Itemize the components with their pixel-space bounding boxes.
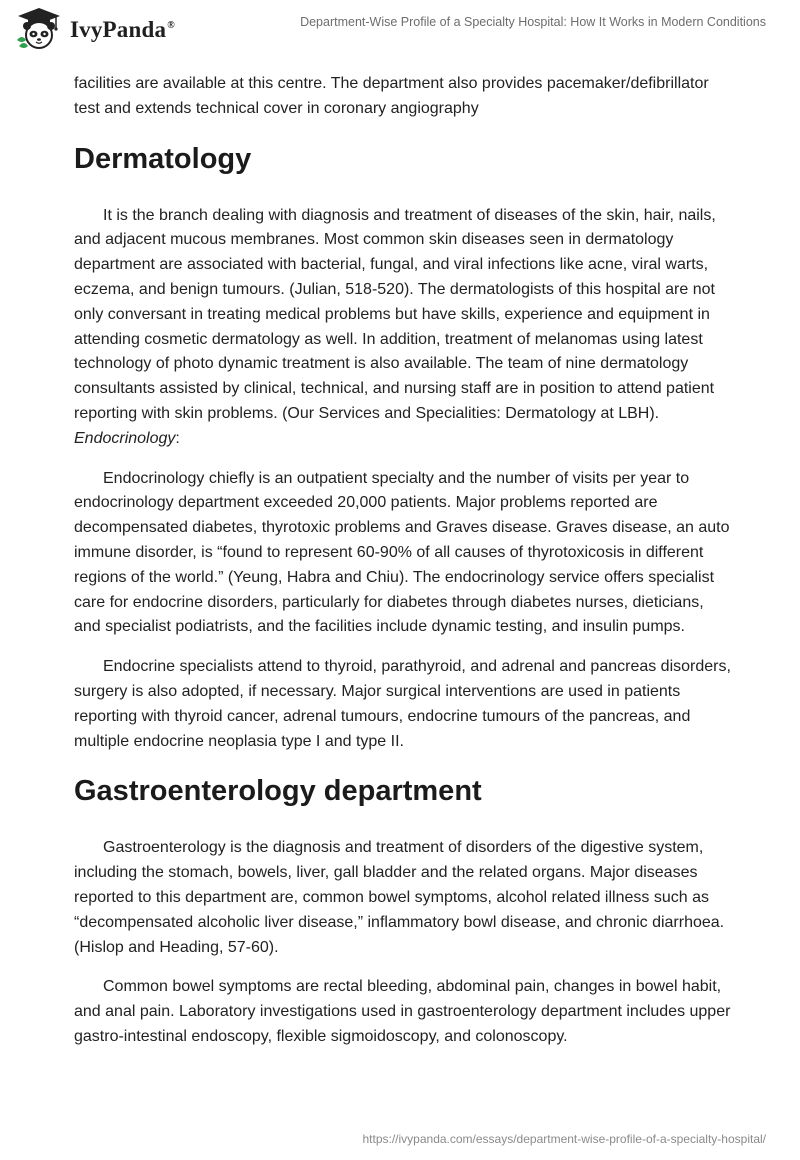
source-url[interactable]: https://ivypanda.com/essays/department-wise-profile-of-a-specialty-hospital/ (362, 1132, 766, 1146)
brand-name (70, 17, 175, 43)
endocrinology-inline-title: Endocrinology (74, 429, 176, 447)
brand-text: IvyPanda (70, 17, 167, 42)
document-title: Department-Wise Profile of a Specialty Hospital: How It Works in Modern Conditions (300, 15, 766, 29)
panda-graduate-icon (14, 6, 64, 55)
heading-dermatology: Dermatology (74, 142, 252, 175)
brand-logo[interactable] (14, 8, 175, 52)
heading-gastroenterology: Gastroenterology department (74, 775, 482, 808)
paragraph-gastro-1: Gastroenterology is the diagnosis and treatment of disorders of the digestive system, including the stomach, bowels, liver, gall bladder and the related organs. Major diseases reported to this department are, common bowel symptoms, alcohol related illness such as “decompensated alcoholic liver disease,” inflammatory bowl disease, and chronic diarrhoea. (Hislop and Heading, 57-60). (74, 839, 725, 956)
paragraph-dermatology-text: It is the branch dealing with diagnosis and treatment of diseases of the skin, hair, nails, and adjacent mucous membranes. Most common skin diseases seen in dermatology department are associated with bacterial, fungal, and viral infections like acne, viral warts, eczema, and benign tumours. (Julian, 518-520). The dermatologists of this hospital are not only conversant in treating medical problems but have skills, experience and equipment in attending cosmetic dermatology as well. In addition, treatment of melanomas using latest technology of photo dynamic treatment is also available. The team of nine dermatology consultants assisted by clinical, technical, and nursing staff are in position to attend patient reporting with skin problems. (Our Services and Specialities: Dermatology at LBH). (74, 206, 716, 422)
page-header (0, 0, 800, 60)
paragraph-dermatology (74, 204, 734, 452)
paragraph-endocrinology-1: Endocrinology chiefly is an outpatient specialty and the number of visits per year to endocrinology department exceeded 20,000 patients. Major problems reported are decompensated diabetes, thyrotoxic problems and Graves disease. Graves disease, an auto immune disorder, is “found to represent 60-90% of all causes of thyrotoxicosis in different regions of the world.” (Yeung, Habra and Chiu). The endocrinology service offers specialist care for endocrine disorders, particularly for diabetes through diabetes nurses, dieticians, and specialist podiatrists, and the facilities include dynamic testing, and insulin pumps. (74, 469, 730, 636)
registered-mark: ® (167, 20, 175, 32)
paragraph-gastro-2: Common bowel symptoms are rectal bleeding, abdominal pain, changes in bowel habit, and anal pain. Laboratory investigations used in gastroenterology department includes upper gastro-intestinal endoscopy, flexible sigmoidoscopy, and colonoscopy. (74, 978, 731, 1045)
paragraph-endocrinology-2: Endocrine specialists attend to thyroid, parathyroid, and adrenal and pancreas disorders, surgery is also adopted, if necessary. Major surgical interventions are used in patients reporting with thyroid cancer, adrenal tumours, endocrine tumours of the pancreas, and multiple endocrine neoplasia type I and type II. (74, 658, 731, 750)
paragraph-dermatology-tail: : (175, 429, 180, 447)
paragraph-intro: facilities are available at this centre. The department also provides pacemaker/defibrillator test and extends technical cover in coronary angiography (74, 75, 709, 117)
essay-content (74, 72, 734, 1065)
